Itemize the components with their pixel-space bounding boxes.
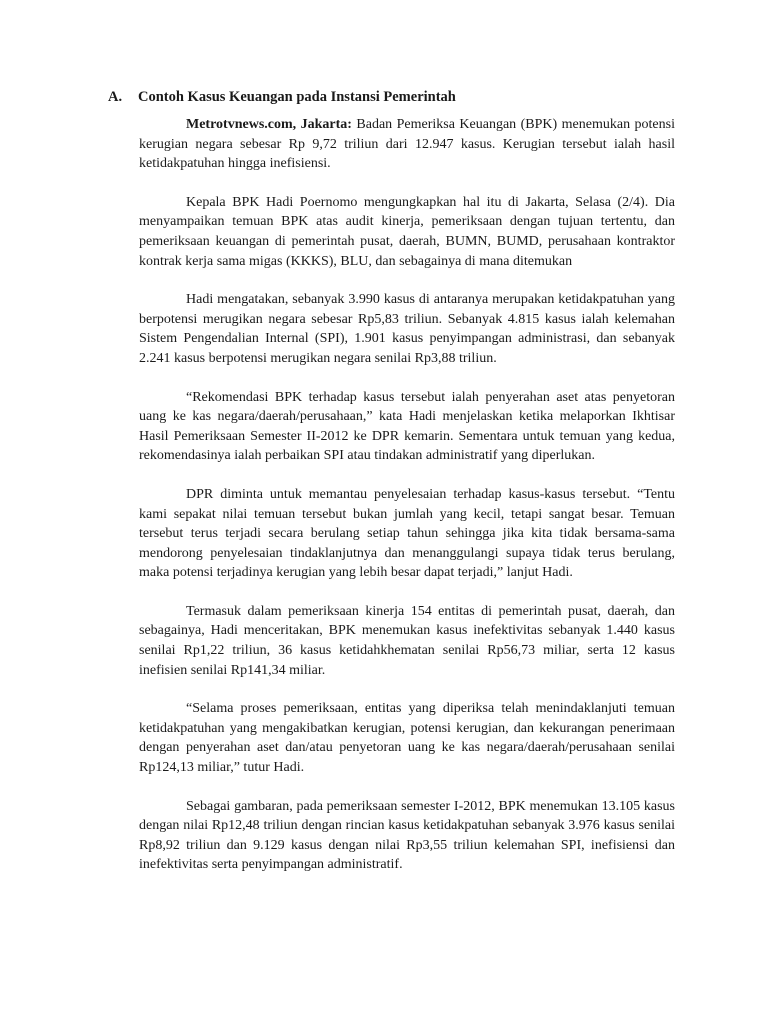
section-letter: A. [108,89,123,105]
paragraph-4: “Rekomendasi BPK terhadap kasus tersebut ialah penyerahan aset atas penyetoran uang ke kas negara/daerah/perusahaan,” kata Hadi menjelaskan ketika melaporkan Ikhtisar Hasil Pemeriksaan Semester II-2012 ke DPR kemarin. Sementara untuk temuan yang kedua, rekomendasinya ialah perbaikan SPI atau tindakan administratif yang diperlukan. [139,389,675,464]
section-heading [108,87,456,107]
paragraph-1 [139,115,675,174]
paragraph-5: DPR diminta untuk memantau penyelesaian terhadap kasus-kasus tersebut. “Tentu kami sepakat nilai temuan tersebut bukan jumlah yang kecil, tetapi sangat besar. Temuan tersebut terus terjadi secara berulang setiap tahun sehingga jika kita tidak bersama-sama mendorong penyelesaian tindaklanjutnya dan menanggulangi supaya tidak terus berulang, maka potensi terjadinya kerugian yang lebih besar dapat terjadi,” lanjut Hadi. [139,486,675,581]
paragraph-8: Sebagai gambaran, pada pemeriksaan semester I-2012, BPK menemukan 13.105 kasus dengan nilai Rp12,48 triliun dengan rincian kasus ketidakpatuhan sebanyak 3.976 kasus senilai Rp8,92 triliun dan 9.129 kasus dengan nilai Rp3,55 triliun kelemahan SPI, inefisiensi dan inefektivitas serta penyimpangan administratif. [139,798,675,873]
paragraph-2: Kepala BPK Hadi Poernomo mengungkapkan hal itu di Jakarta, Selasa (2/4). Dia menyampaikan temuan BPK atas audit kinerja, pemeriksaan dengan tujuan tertentu, dan pemeriksaan keuangan di pemerintah pusat, daerah, BUMN, BUMD, perusahaan kontraktor kontrak kerja sama migas (KKKS), BLU, dan sebagainya di mana ditemukan [139,194,675,269]
dateline: Metrotvnews.com, Jakarta: [186,117,352,132]
paragraph-text: Badan Pemeriksa Keuangan (BPK) menemukan potensi kerugian negara sebesar Rp 9,72 triliun dari 12.947 kasus. Kerugian tersebut ialah hasil ketidakpatuhan hingga inefisiensi. [139,117,675,172]
section-title: Contoh Kasus Keuangan pada Instansi Pemerintah [138,89,456,105]
paragraph-3: Hadi mengatakan, sebanyak 3.990 kasus di antaranya merupakan ketidakpatuhan yang berpotensi merugikan negara sebesar Rp5,83 triliun. Sebanyak 4.815 kasus ialah kelemahan Sistem Pengendalian Internal (SPI), 1.901 kasus penyimpangan administrasi, dan sebanyak 2.241 kasus berpotensi merugikan negara senilai Rp3,88 triliun. [139,292,675,366]
article-body [139,115,675,894]
paragraph-6: Termasuk dalam pemeriksaan kinerja 154 entitas di pemerintah pusat, daerah, dan sebagainya, Hadi menceritakan, BPK menemukan kasus inefektivitas sebanyak 1.440 kasus senilai Rp1,22 triliun, 36 kasus ketidahkhematan senilai Rp56,73 miliar, serta 12 kasus inefisien senilai Rp141,34 miliar. [139,603,675,678]
paragraph-7: “Selama proses pemeriksaan, entitas yang diperiksa telah menindaklanjuti temuan ketidakpatuhan yang mengakibatkan kerugian, potensi kerugian, dan kekurangan penerimaan dengan penyerahan aset dan/atau penyetoran uang ke kas negara/daerah/perusahaan senilai Rp124,13 miliar,” tutur Hadi. [139,701,675,776]
